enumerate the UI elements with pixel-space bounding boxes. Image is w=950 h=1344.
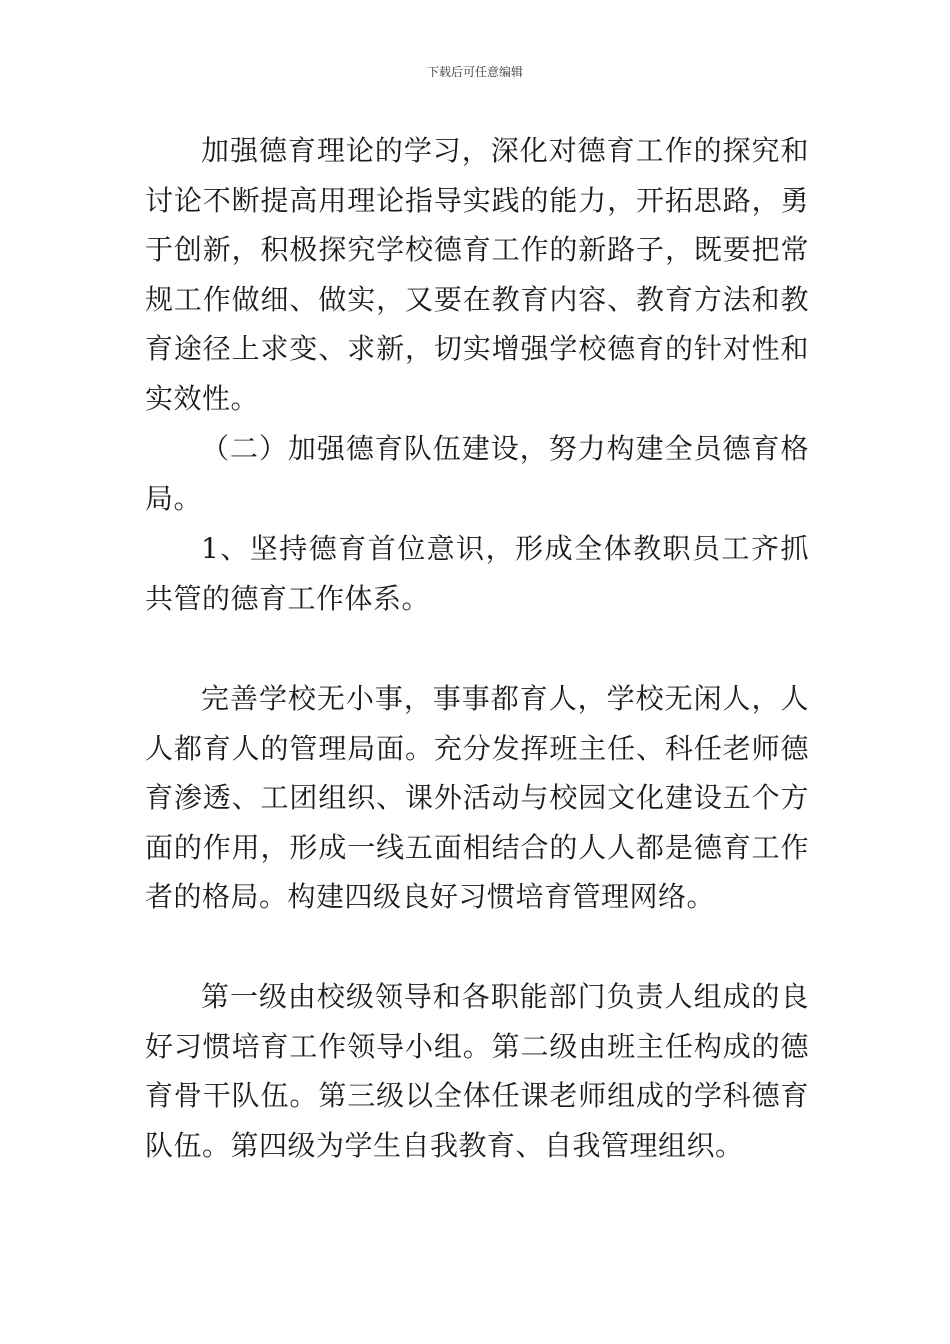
paragraph-moral-priority: 1、坚持德育首位意识，形成全体教职员工齐抓共管的德育工作体系。 [145, 532, 809, 615]
paragraph-management-structure: 完善学校无小事，事事都育人，学校无闲人，人人都育人的管理局面。充分发挥班主任、科任老师德育渗透、工团组织、课外活动与校园文化建设五个方面的作用，形成一线五面相结合的人人都是德育工作者的格局。构建四级良好习惯培育管理网络。 [145, 682, 809, 913]
page-header: 下载后可任意编辑 [426, 65, 523, 79]
paragraph-four-levels: 第一级由校级领导和各职能部门负责人组成的良好习惯培育工作领导小组。第二级由班主任构成的德育骨干队伍。第三级以全体任课老师组成的学科德育队伍。第四级为学生自我教育、自我管理组织。 [145, 980, 809, 1162]
paragraph-theory-study: 加强德育理论的学习，深化对德育工作的探究和讨论不断提高用理论指导实践的能力，开拓思路，勇于创新，积极探究学校德育工作的新路子，既要把常规工作做细、做实，又要在教育内容、教育方法和教育途径上求变、求新，切实增强学校德育的针对性和实效性。 [145, 134, 809, 415]
section-heading-team-building: （二）加强德育队伍建设，努力构建全员德育格局。 [145, 432, 809, 515]
